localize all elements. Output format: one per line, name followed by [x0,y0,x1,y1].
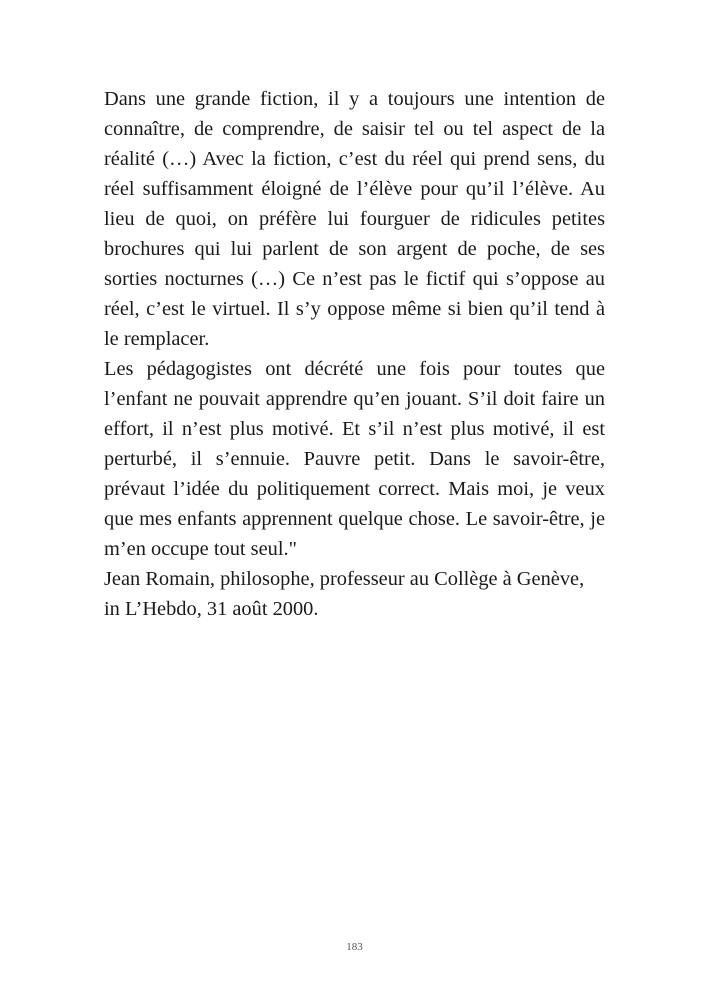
page-number: 183 [346,941,363,953]
citation: Jean Romain, philosophe, professeur au Collège à Genève, in L’Hebdo, 31 août 2000. [104,568,585,620]
body-text [104,84,605,624]
paragraph-pedagogistes: Les pédagogistes ont décrété une fois pour toutes que l’enfant ne pouvait apprendre qu’en jouant. S’il doit faire un effort, il n’est plus motivé. Et s’il n’est plus motivé, il est perturbé, il s’ennuie. Pauvre petit. Dans le savoir-être, prévaut l’idée du politiquement correct. Mais moi, je veux que mes enfants apprennent quelque chose. Le savoir-être, je m’en occupe tout seul." [104,358,605,560]
paragraph-fiction: Dans une grande fiction, il y a toujours une intention de connaître, de comprendre, de saisir tel ou tel aspect de la réalité (…) Avec la fiction, c’est du réel qui prend sens, du réel suffisamment éloigné de l’élève pour qu’il l’élève. Au lieu de quoi, on préfère lui fourguer de ridicules petites brochures qui lui parlent de son argent de poche, de ses sorties nocturnes (…) Ce n’est pas le fictif qui s’oppose au réel, c’est le virtuel. Il s’y oppose même si bien qu’il tend à le remplacer. [104,88,605,350]
